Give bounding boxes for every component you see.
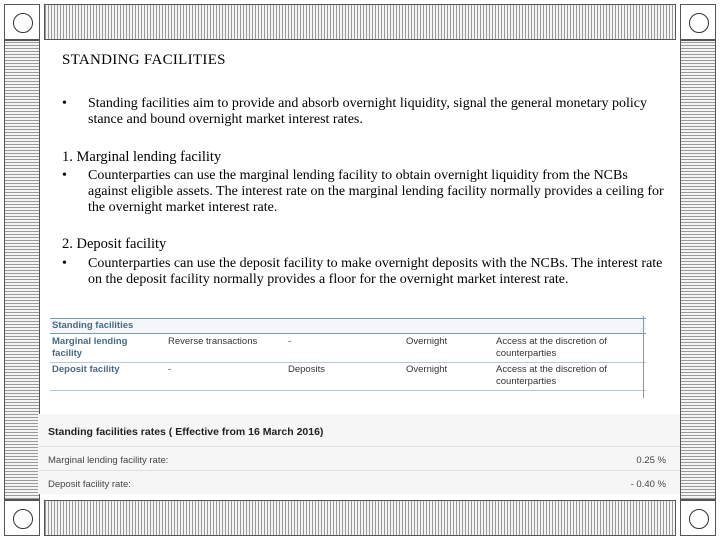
table-edge-rule	[643, 316, 644, 398]
standing-facilities-rates-panel	[38, 414, 680, 494]
slide-title: STANDING FACILITIES	[62, 52, 226, 68]
rate-value: - 0.40 %	[630, 479, 666, 490]
rate-value: 0.25 %	[636, 455, 666, 466]
rate-label: Marginal lending facility rate:	[48, 455, 169, 466]
rates-row	[38, 470, 680, 495]
slide-content	[44, 40, 680, 500]
rates-row	[38, 446, 680, 471]
rate-label: Deposit facility rate:	[48, 479, 131, 490]
deposit-facility-text: Counterparties can use the deposit facility to make overnight deposits with the NCBs. The interest rate on the deposit facility normally provides a floor for the overnight market interest rate.	[88, 256, 663, 287]
standing-facilities-table	[50, 316, 646, 398]
frame-border-right	[680, 40, 716, 500]
table-row	[50, 362, 646, 391]
bullet-icon: •	[62, 168, 67, 183]
bullet-icon: •	[62, 96, 67, 111]
deposit-facility-heading: 2. Deposit facility	[62, 236, 167, 252]
frame-corner-ornament-icon	[680, 4, 716, 40]
frame-border-top	[44, 4, 676, 40]
table-cell: Deposit facility	[52, 364, 120, 375]
table-cell: Reverse transactions	[168, 336, 258, 347]
table-cell: Access at the discretion of counterparties	[496, 364, 607, 387]
table-header: Standing facilities	[50, 318, 646, 334]
frame-border-left	[4, 40, 40, 500]
intro-bullet-text: Standing facilities aim to provide and absorb overnight liquidity, signal the general monetary policy stance and bound overnight market interest rates.	[88, 96, 647, 127]
frame-border-bottom	[44, 500, 676, 536]
frame-corner-ornament-icon	[680, 500, 716, 536]
table-cell: Marginal lending facility	[52, 336, 128, 359]
table-cell: Overnight	[406, 336, 448, 347]
table-cell: Overnight	[406, 364, 448, 375]
marginal-lending-heading: 1. Marginal lending facility	[62, 149, 222, 165]
rates-panel-title: Standing facilities rates ( Effective from 16 March 2016)	[48, 426, 324, 438]
bullet-icon: •	[62, 256, 67, 271]
frame-corner-ornament-icon	[4, 500, 40, 536]
table-cell: -	[288, 336, 292, 347]
marginal-lending-text: Counterparties can use the marginal lending facility to obtain overnight liquidity from the NCBs against eligible assets. The interest rate on the marginal lending facility normally provides a ceiling for the overnight market interest rate.	[88, 168, 664, 215]
frame-corner-ornament-icon	[4, 4, 40, 40]
table-cell: Deposits	[288, 364, 325, 375]
table-cell: Access at the discretion of counterparties	[496, 336, 607, 359]
table-row	[50, 334, 646, 363]
table-cell: -	[168, 364, 172, 375]
